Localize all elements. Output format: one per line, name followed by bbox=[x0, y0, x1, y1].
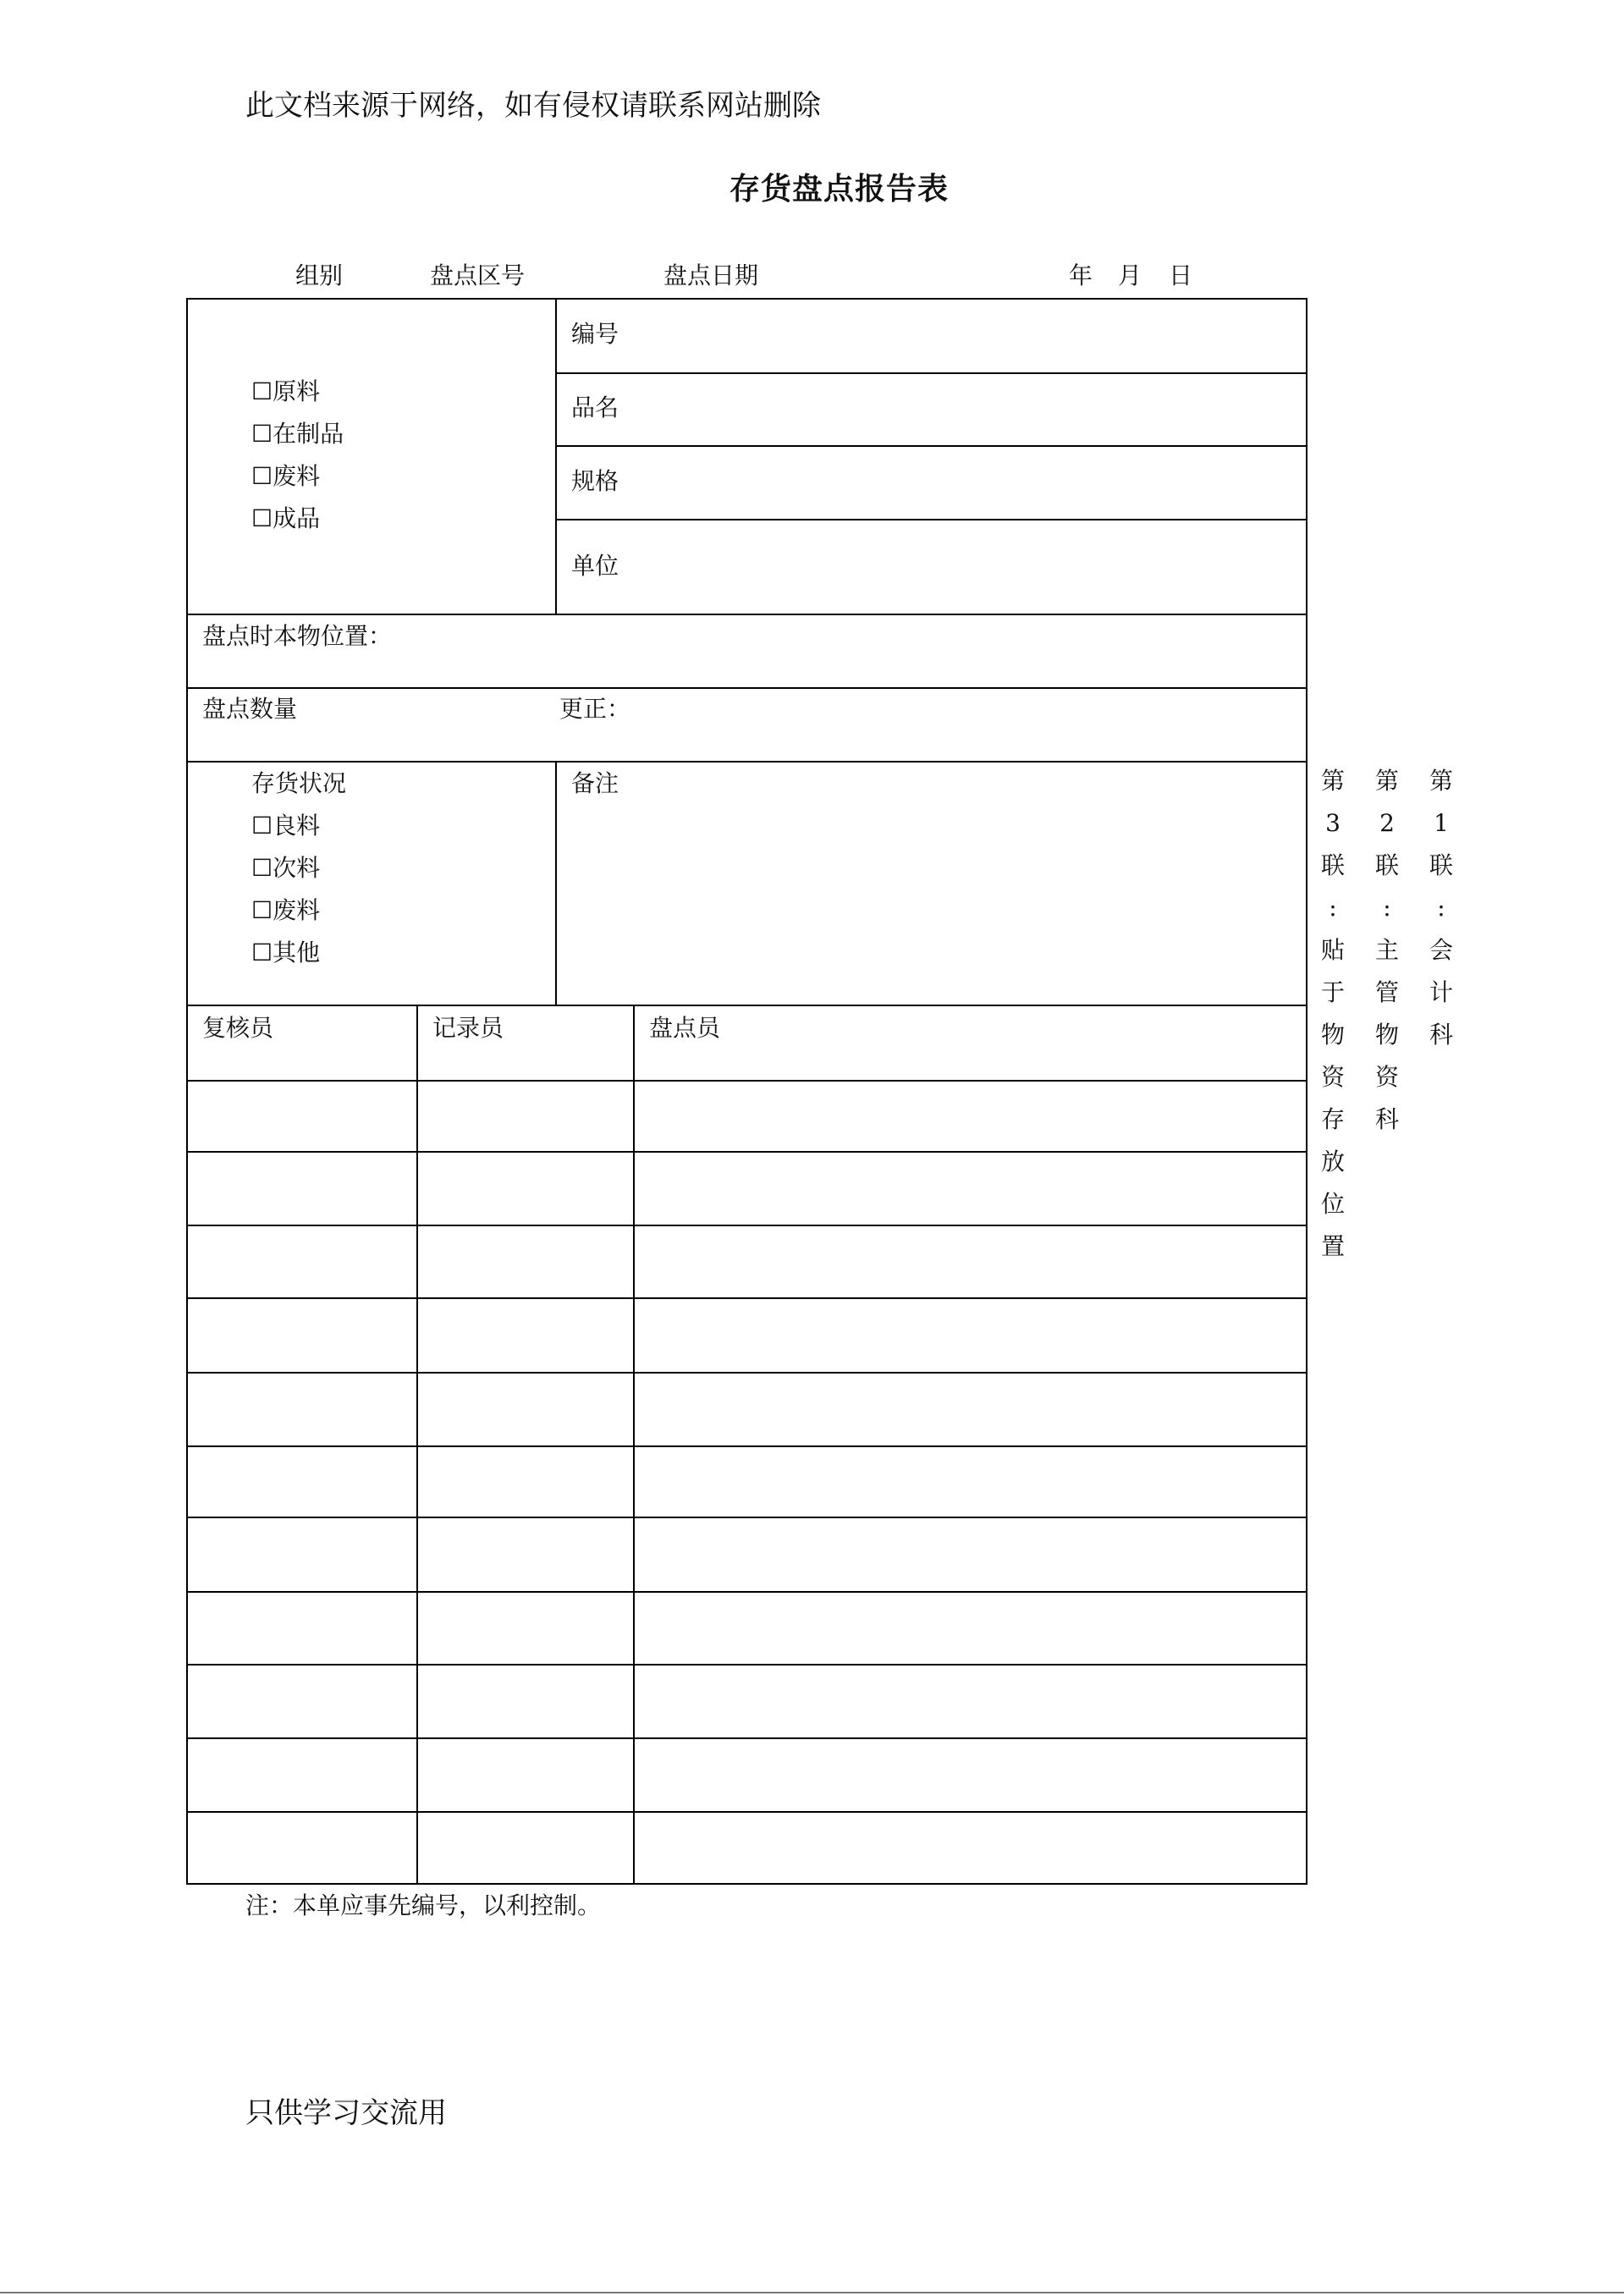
copy-1-char: 计 bbox=[1429, 978, 1453, 1006]
signature-row-line bbox=[186, 1297, 1307, 1299]
divider-after-quantity bbox=[186, 761, 1307, 763]
group-label: 组别 bbox=[295, 262, 344, 289]
copy-2-char: 管 bbox=[1374, 978, 1399, 1006]
signature-row-line bbox=[186, 1517, 1307, 1518]
area-label: 盘点区号 bbox=[430, 262, 526, 289]
copy-1-char: 第 bbox=[1429, 767, 1453, 795]
divider-after-location bbox=[186, 687, 1307, 689]
copy-2-char: 科 bbox=[1374, 1105, 1399, 1133]
checkbox-waste[interactable]: ☐废料 bbox=[251, 896, 321, 924]
signature-row-line bbox=[186, 1811, 1307, 1813]
checkbox-raw-material[interactable]: ☐原料 bbox=[251, 377, 321, 405]
copy-3-char: 第 bbox=[1320, 767, 1345, 795]
copy-3-char: 位 bbox=[1320, 1190, 1345, 1218]
copy-3-char: 3 bbox=[1325, 809, 1340, 837]
copy-2-char: 物 bbox=[1374, 1021, 1399, 1049]
item-number-label: 编号 bbox=[571, 320, 619, 348]
copy-2-char: : bbox=[1383, 894, 1391, 922]
correction-label: 更正： bbox=[559, 695, 631, 723]
checkbox-good[interactable]: ☐良料 bbox=[251, 812, 321, 840]
footer-notice: 只供学习交流用 bbox=[245, 2096, 447, 2130]
date-label: 盘点日期 bbox=[663, 262, 759, 289]
header-notice: 此文档来源于网络，如有侵权请联系网站删除 bbox=[245, 89, 821, 123]
page-bottom-edge bbox=[0, 2292, 1624, 2293]
signature-row-line bbox=[186, 1151, 1307, 1153]
copy-1-char: 会 bbox=[1429, 936, 1453, 964]
copy-3-char: 物 bbox=[1320, 1021, 1345, 1049]
divider-after-spec bbox=[555, 519, 1307, 520]
remarks-label: 备注 bbox=[571, 769, 619, 797]
copy-3-char: 置 bbox=[1320, 1232, 1345, 1260]
divider-after-number bbox=[555, 372, 1307, 374]
quantity-label: 盘点数量 bbox=[202, 695, 298, 723]
signature-row-line bbox=[186, 1080, 1307, 1082]
divider-after-unit bbox=[186, 614, 1307, 615]
checkbox-finished-goods[interactable]: ☐成品 bbox=[251, 504, 321, 532]
counter-header: 盘点员 bbox=[649, 1014, 721, 1042]
copy-2-char: 第 bbox=[1374, 767, 1399, 795]
checkbox-work-in-process[interactable]: ☐在制品 bbox=[251, 420, 344, 448]
checkbox-inferior[interactable]: ☐次料 bbox=[251, 854, 321, 882]
table-border-left bbox=[186, 298, 188, 1885]
copy-2-char: 联 bbox=[1374, 851, 1399, 879]
checkbox-scrap[interactable]: ☐废料 bbox=[251, 462, 321, 490]
item-spec-label: 规格 bbox=[571, 467, 619, 495]
copy-2-char: 2 bbox=[1379, 809, 1395, 837]
year-label: 年 bbox=[1069, 262, 1093, 289]
copy-2-char: 资 bbox=[1374, 1063, 1399, 1091]
copy-3-char: : bbox=[1329, 894, 1337, 922]
copy-3-char: 资 bbox=[1320, 1063, 1345, 1091]
footnote: 注：本单应事先编号，以利控制。 bbox=[245, 1891, 602, 1919]
copy-1-char: 联 bbox=[1429, 851, 1453, 879]
table-border-right bbox=[1306, 298, 1307, 1885]
copy-1-char: 科 bbox=[1429, 1021, 1453, 1049]
recorder-header: 记录员 bbox=[432, 1014, 504, 1042]
signature-row-line bbox=[186, 1372, 1307, 1374]
divider-vertical-reviewer bbox=[416, 1005, 418, 1885]
table-border-bottom bbox=[186, 1883, 1307, 1885]
signature-row-line bbox=[186, 1591, 1307, 1593]
divider-after-name bbox=[555, 445, 1307, 447]
copy-3-char: 贴 bbox=[1320, 936, 1345, 964]
divider-vertical-condition bbox=[555, 761, 557, 1006]
day-label: 日 bbox=[1169, 262, 1193, 289]
item-unit-label: 单位 bbox=[571, 552, 619, 580]
copy-3-char: 联 bbox=[1320, 851, 1345, 879]
copy-3-char: 存 bbox=[1320, 1105, 1345, 1133]
signature-row-line bbox=[186, 1737, 1307, 1739]
divider-vertical-recorder bbox=[633, 1005, 635, 1885]
item-name-label: 品名 bbox=[571, 394, 619, 421]
signature-row-line bbox=[186, 1225, 1307, 1226]
copy-3-note bbox=[1316, 768, 1350, 1276]
copy-3-char: 放 bbox=[1320, 1148, 1345, 1176]
form-title: 存货盘点报告表 bbox=[729, 172, 950, 206]
copy-2-note bbox=[1370, 768, 1404, 1149]
copy-1-char: : bbox=[1437, 894, 1445, 922]
table-border-top bbox=[186, 298, 1307, 300]
copy-1-char: 1 bbox=[1434, 809, 1449, 837]
signature-row-line bbox=[186, 1445, 1307, 1447]
signature-row-line bbox=[186, 1664, 1307, 1666]
copy-2-char: 主 bbox=[1374, 936, 1399, 964]
checkbox-other[interactable]: ☐其他 bbox=[251, 939, 321, 966]
divider-after-condition bbox=[186, 1005, 1307, 1006]
month-label: 月 bbox=[1118, 262, 1142, 289]
copy-1-note bbox=[1424, 768, 1458, 1065]
divider-vertical-top bbox=[555, 298, 557, 614]
location-label: 盘点时本物位置： bbox=[202, 622, 393, 650]
condition-heading: 存货状况 bbox=[251, 769, 347, 797]
copy-3-char: 于 bbox=[1320, 978, 1345, 1006]
reviewer-header: 复核员 bbox=[202, 1014, 274, 1042]
